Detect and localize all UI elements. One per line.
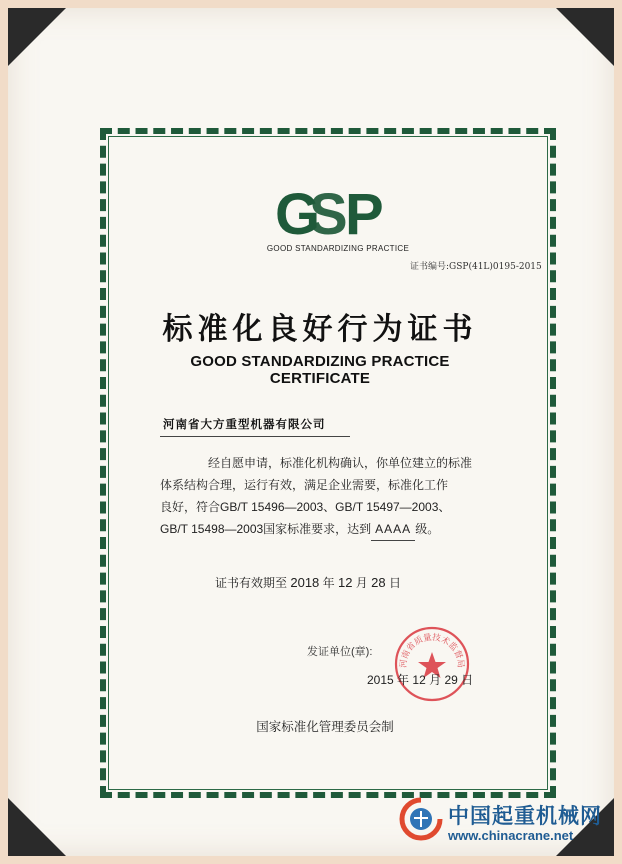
validity-day: 28 (371, 575, 386, 590)
svg-text:S: S (309, 182, 348, 242)
validity-month-unit: 月 (355, 576, 368, 590)
certificate-title-en: GOOD STANDARDIZING PRACTICE CERTIFICATE (190, 353, 450, 387)
validity-date (215, 574, 401, 591)
corner-decoration (8, 8, 66, 66)
issuer-label: 发证单位(章): (307, 646, 373, 658)
corner-decoration (556, 8, 614, 66)
certificate-title-cn: 标准化良好行为证书 (162, 312, 478, 347)
watermark-site-name: 中国起重机械网 (448, 805, 602, 828)
svg-text:G: G (275, 182, 321, 242)
chinacrane-logo-icon (398, 796, 444, 842)
issue-day-unit: 日 (461, 673, 474, 687)
body-line-prefix: GB/T 15498—2003国家标准要求，达到 (160, 522, 372, 536)
issuing-authority: 国家标准化管理委员会制 (256, 720, 394, 734)
body-line (160, 518, 500, 541)
issue-month: 12 (412, 673, 426, 687)
seal-text: 河南省质量技术监督局 (398, 632, 466, 669)
issue-date (367, 671, 473, 688)
official-seal-icon (393, 625, 474, 703)
logo-subtitle: GOOD STANDARDIZING PRACTICE (266, 244, 410, 253)
watermark-url: www.chinacrane.net (448, 828, 574, 843)
body-line: 经自愿申请，标准化机构确认，你单位建立的标准 (208, 456, 473, 470)
validity-year-unit: 年 (322, 576, 335, 590)
certificate-number (410, 259, 542, 272)
grade-value: AAAA (371, 518, 415, 541)
corner-decoration (8, 798, 66, 856)
company-name: 河南省大方重型机器有限公司 (163, 417, 326, 431)
certificate-body (160, 452, 500, 541)
body-line-suffix: 级。 (415, 522, 440, 536)
validity-year: 2018 (290, 575, 320, 590)
issue-year: 2015 (367, 673, 394, 687)
body-line: 良好，符合GB/T 15496—2003、GB/T 15497—2003、 (160, 500, 451, 514)
gsp-logo-icon (275, 182, 395, 242)
validity-prefix: 证书有效期至 (215, 576, 288, 590)
validity-day-unit: 日 (388, 576, 401, 590)
issue-day: 29 (444, 673, 458, 687)
certificate-number-value: GSP(41L)0195-2015 (449, 262, 542, 272)
svg-text:P: P (345, 182, 384, 242)
issue-year-unit: 年 (397, 673, 410, 687)
company-underline (160, 436, 350, 437)
issue-month-unit: 月 (429, 673, 442, 687)
validity-month: 12 (337, 575, 353, 590)
certificate-number-label: 证书编号: (410, 262, 450, 272)
body-line: 体系结构合理，运行有效，满足企业需要，标准化工作 (160, 478, 449, 492)
